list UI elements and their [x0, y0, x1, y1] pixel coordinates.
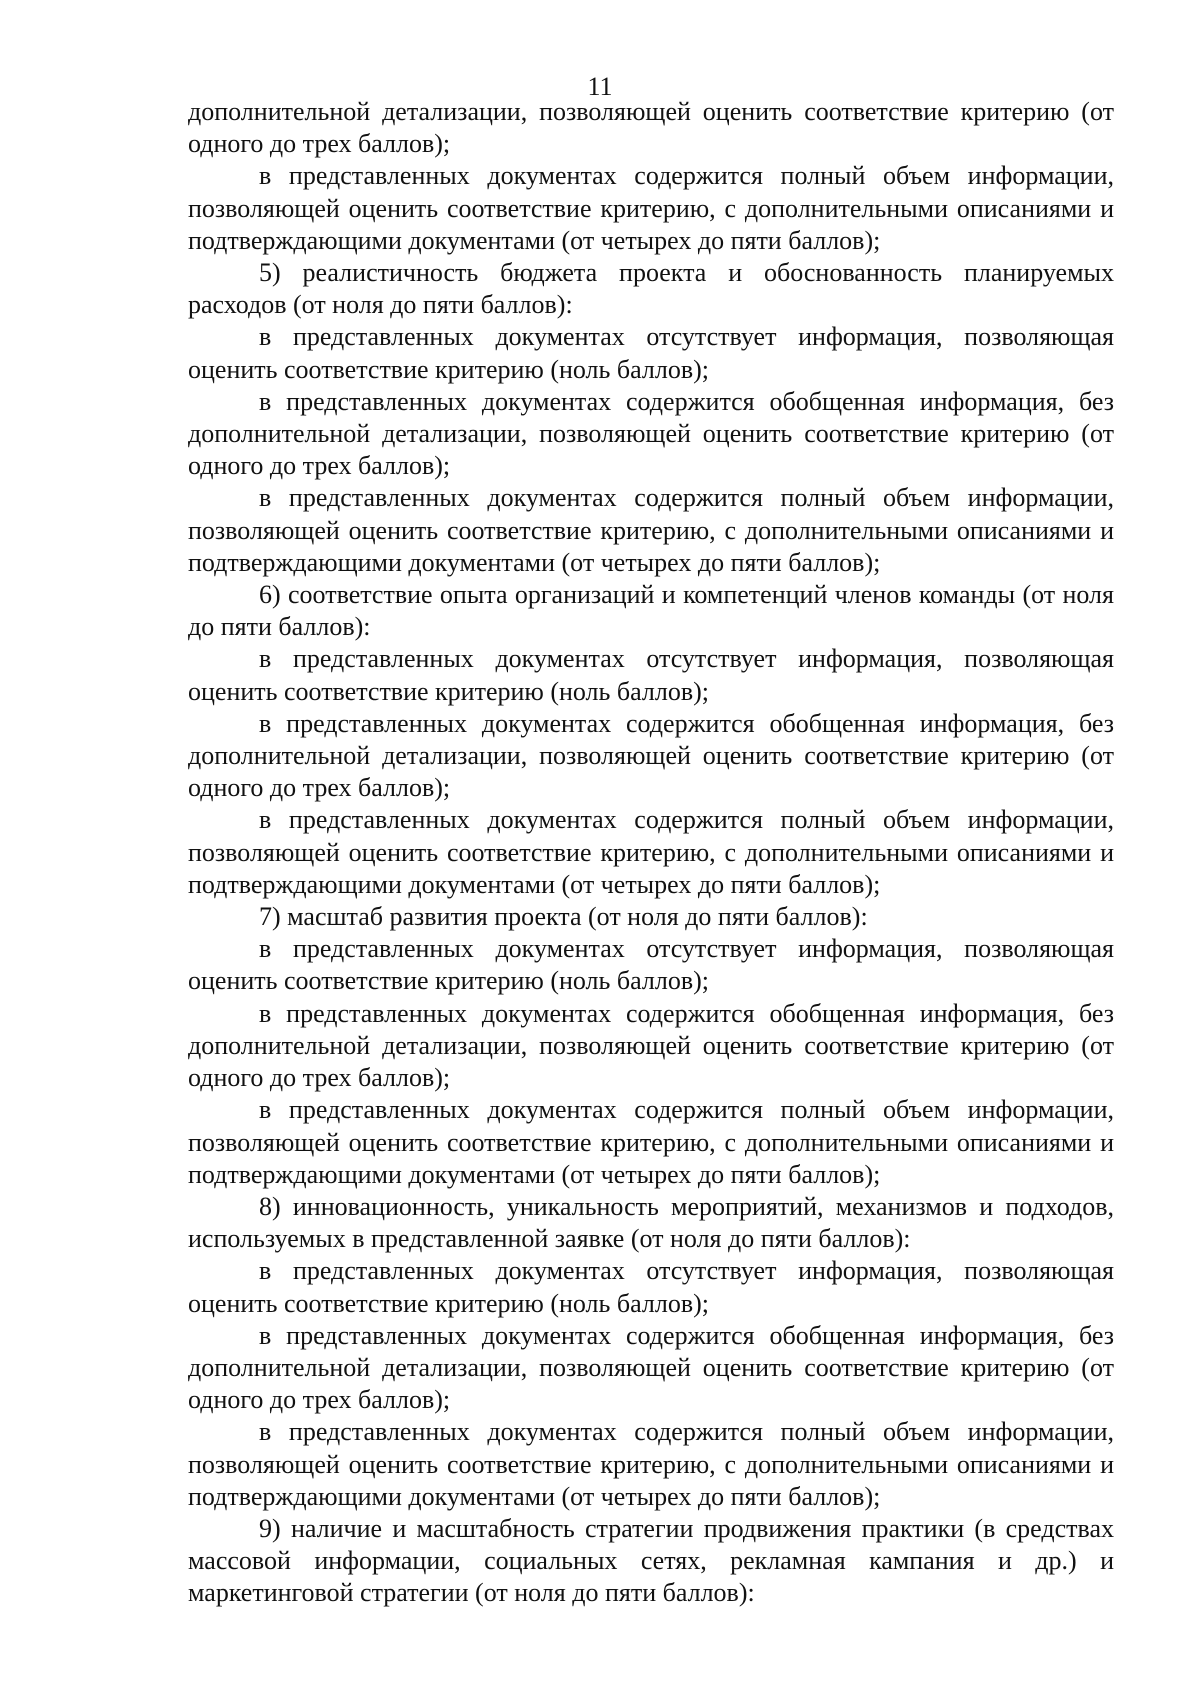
paragraph: в представленных документах содержится полный объем информации, позволяющей оценить соответствие критерию, с дополнительными описаниями и подтверждающими документами (от четырех до пяти баллов); — [188, 805, 1114, 899]
paragraph: в представленных документах отсутствует информация, позволяющая оценить соответствие критерию (ноль баллов); — [188, 934, 1114, 996]
page-number: 11 — [587, 72, 613, 101]
paragraph: 5) реалистичность бюджета проекта и обоснованность планируемых расходов (от ноля до пяти баллов): — [188, 258, 1114, 320]
paragraph: 9) наличие и масштабность стратегии продвижения практики (в средствах массовой информации, социальных сетях, рекламная кампания и др.) и маркетинговой стратегии (от ноля до пяти баллов): — [188, 1513, 1114, 1608]
paragraph: в представленных документах отсутствует информация, позволяющая оценить соответствие критерию (ноль баллов); — [188, 644, 1114, 706]
paragraph: в представленных документах содержится полный объем информации, позволяющей оценить соответствие критерию, с дополнительными описаниями и подтверждающими документами (от четырех до пяти баллов); — [188, 1095, 1114, 1189]
document-body — [188, 96, 1114, 1610]
paragraph: 8) инновационность, уникальность мероприятий, механизмов и подходов, используемых в представленной заявке (от ноля до пяти баллов): — [188, 1191, 1114, 1254]
paragraph: в представленных документах содержится полный объем информации, позволяющей оценить соответствие критерию, с дополнительными описаниями и подтверждающими документами (от четырех до пяти баллов); — [188, 483, 1114, 577]
paragraph: в представленных документах содержится полный объем информации, позволяющей оценить соответствие критерию, с дополнительными описаниями и подтверждающими документами (от четырех до пяти баллов); — [188, 161, 1114, 255]
paragraph: в представленных документах содержится обобщенная информация, без дополнительной детализации, позволяющей оценить соответствие критерию (от одного до трех баллов); — [188, 1320, 1114, 1415]
paragraph: в представленных документах отсутствует информация, позволяющая оценить соответствие критерию (ноль баллов); — [188, 322, 1114, 384]
paragraph: в представленных документах содержится полный объем информации, позволяющей оценить соответствие критерию, с дополнительными описаниями и подтверждающими документами (от четырех до пяти баллов); — [188, 1417, 1114, 1511]
paragraph: в представленных документах содержится обобщенная информация, без дополнительной детализации, позволяющей оценить соответствие критерию (от одного до трех баллов); — [188, 708, 1114, 803]
paragraph: в представленных документах содержится обобщенная информация, без дополнительной детализации, позволяющей оценить соответствие критерию (от одного до трех баллов); — [188, 386, 1114, 481]
paragraph: в представленных документах отсутствует информация, позволяющая оценить соответствие критерию (ноль баллов); — [188, 1256, 1114, 1318]
paragraph: в представленных документах содержится обобщенная информация, без дополнительной детализации, позволяющей оценить соответствие критерию (от одного до трех баллов); — [188, 998, 1114, 1093]
paragraph: дополнительной детализации, позволяющей оценить соответствие критерию (от одного до трех баллов); — [188, 97, 1114, 159]
paragraph: 6) соответствие опыта организаций и компетенций членов команды (от ноля до пяти баллов): — [188, 580, 1114, 642]
paragraph: 7) масштаб развития проекта (от ноля до пяти баллов): — [259, 902, 868, 932]
